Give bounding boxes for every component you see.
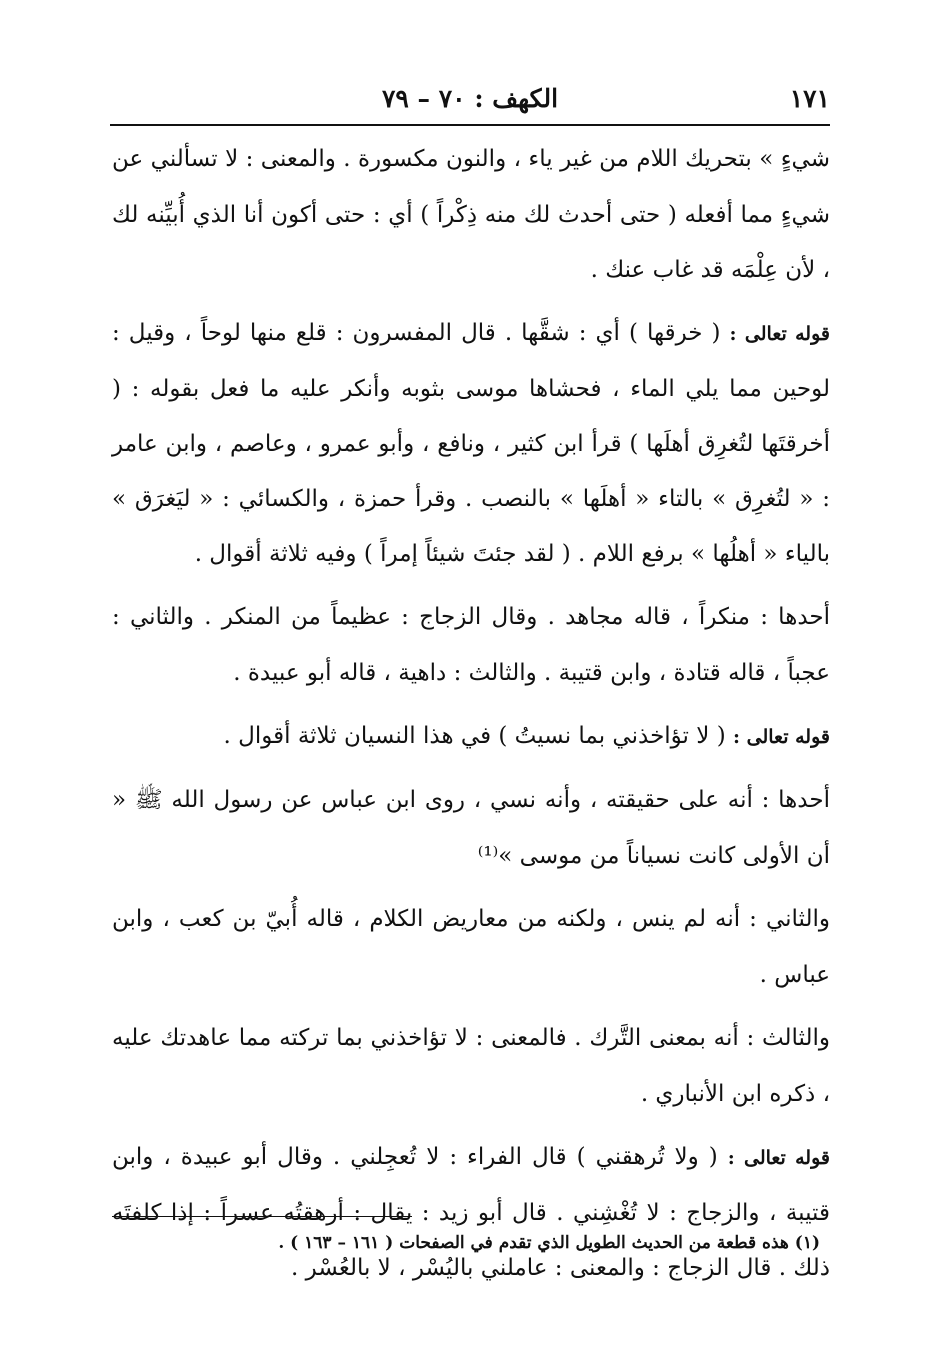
paragraph-text: شيءٍ » بتحريك اللام من غير ياء ، والنون مكسورة . والمعنى : لا تسألني عن شيءٍ مما أفعله ( حتى أحدث لك منه ذِكْراً ) أي : حتى أكون أنا الذي أُبيِّنه لك ، لأن عِلْمَه قد غاب عنك .: [112, 146, 830, 283]
paragraph: [112, 306, 830, 582]
paragraph-lead: قوله تعالى :: [733, 726, 830, 748]
running-header: [110, 78, 830, 118]
main-text: [112, 132, 830, 1304]
paragraph: [112, 590, 830, 701]
paragraph: [112, 709, 830, 765]
running-title: الكهف : ٧٠ – ٧٩: [381, 83, 559, 113]
footnote-rule: [112, 1216, 412, 1217]
header-rule: [110, 124, 830, 126]
paragraph-text: ( ولا تُرهقني ) قال الفراء : لا تُعجِلني . وقال أبو عبيدة ، وابن قتيبة ، والزجاج : لا تُغْشِني . قال أبو زيد : يقال : أرهقتُه عسراً : إذا كلفتَه ذلك . قال الزجاج : والمعنى : عاملني باليُسْر ، لا بالعُسْر .: [112, 1144, 830, 1281]
paragraph-text: والثاني : أنه لم ينس ، ولكنه من معاريض الكلام ، قاله أُبيّ بن كعب ، وابن عباس .: [112, 906, 830, 988]
paragraph-text: والثالث : أنه بمعنى التَّرك . فالمعنى : لا تؤاخذني بما تركته مما عاهدتك عليه ، ذكره ابن الأنباري .: [112, 1025, 830, 1107]
paragraph-lead: قوله تعالى :: [729, 323, 830, 345]
paragraph-text: ( لا تؤاخذني بما نسيتُ ) في هذا النسيان ثلاثة أقوال .: [223, 723, 726, 749]
footnote: (١) هذه قطعة من الحديث الطويل الذي تقدم في الصفحات ( ١٦١ – ١٦٣ ) .: [278, 1233, 820, 1253]
paragraph: [112, 1011, 830, 1122]
paragraph: [112, 132, 830, 298]
paragraph: [112, 773, 830, 884]
paragraph-text: أحدها : أنه على حقيقته ، وأنه نسي ، روى ابن عباس عن رسول الله ﷺ « أن الأولى كانت نسياناً من موسى »⁽¹⁾: [112, 787, 830, 869]
paragraph: [112, 892, 830, 1003]
paragraph-text: أحدها : منكراً ، قاله مجاهد . وقال الزجاج : عظيماً من المنكر . والثاني : عجباً ، قاله قتادة ، وابن قتيبة . والثالث : داهية ، قاله أبو عبيدة .: [112, 604, 830, 686]
page-number: ١٧١: [789, 83, 830, 113]
paragraph-lead: قوله تعالى :: [727, 1147, 830, 1169]
paragraph: [112, 1130, 830, 1296]
paragraph-text: ( خرقها ) أي : شقَّها . قال المفسرون : قلع منها لوحاً ، وقيل : لوحين مما يلي الماء ، فحشاها موسى بثوبه وأنكر عليه ما فعل بقوله : ( أخرقتَها لتُغرِق أهلَها ) قرأ ابن كثير ، ونافع ، وأبو عمرو ، وعاصم ، وابن عامر : « لتُغرِق » بالتاء « أهلَها » بالنصب . وقرأ حمزة ، والكسائي : « ليَغرَق » بالياء « أهلُها » برفع اللام . ( لقد جئتَ شيئاً إمراً ) وفيه ثلاثة أقوال .: [112, 320, 830, 567]
